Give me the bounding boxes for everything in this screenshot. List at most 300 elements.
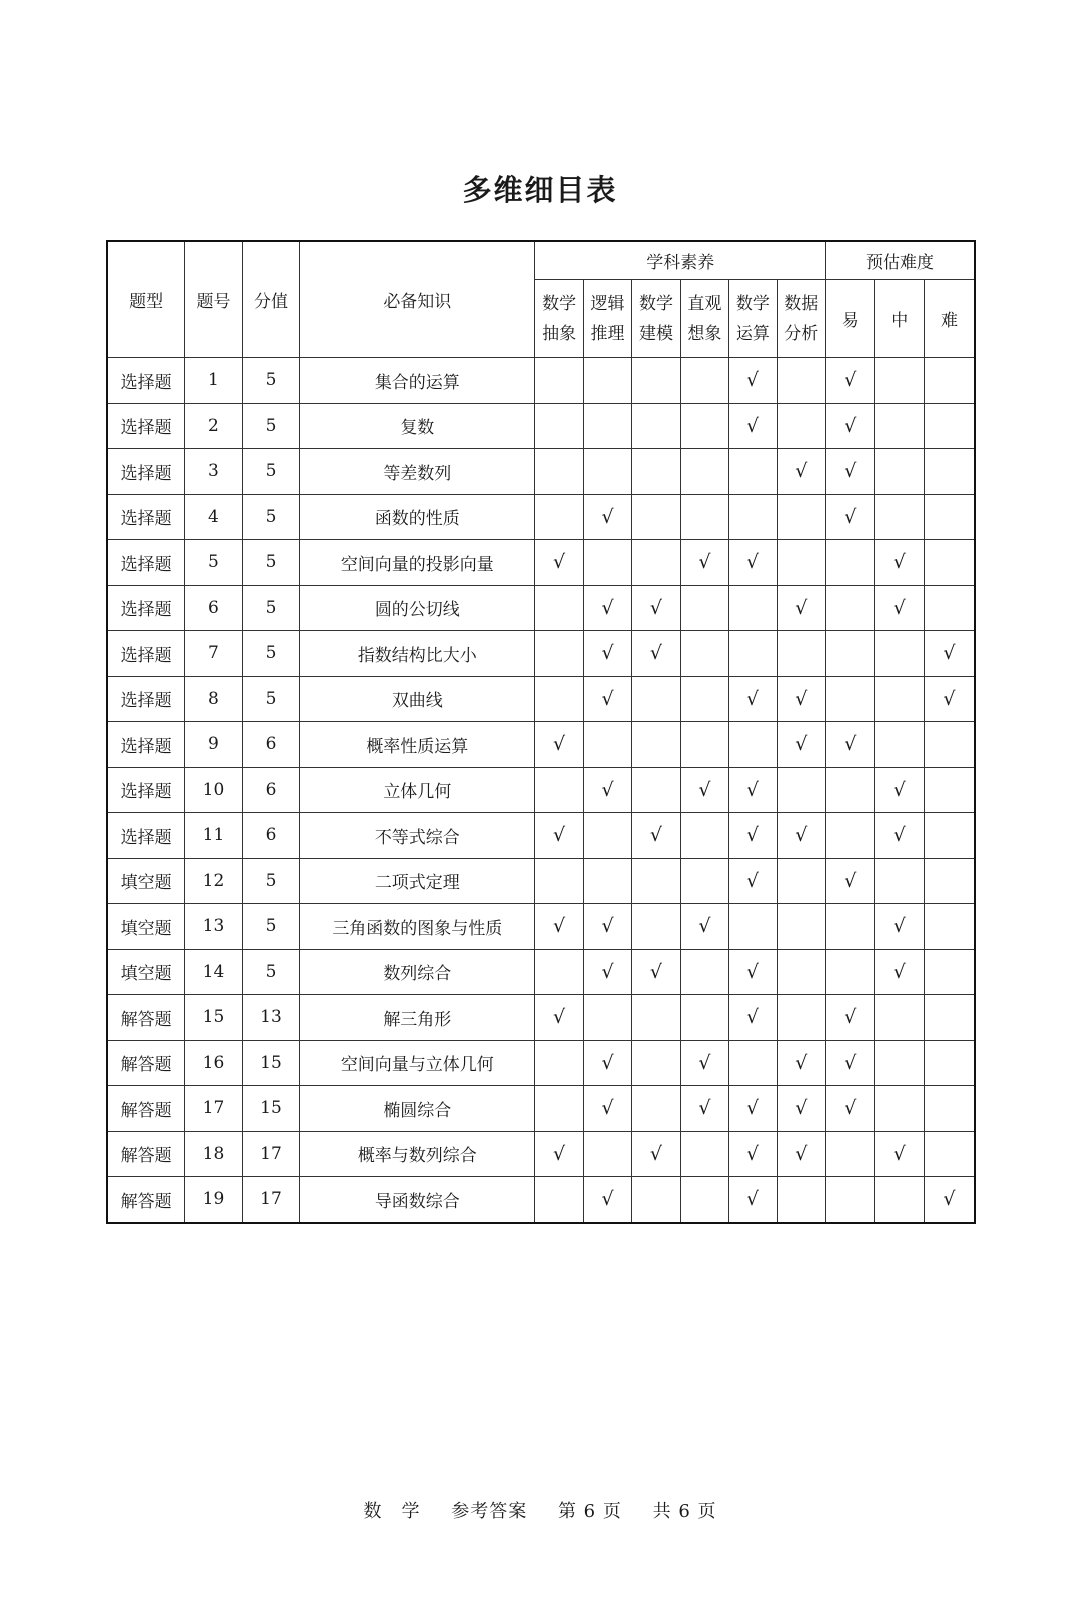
cell-literacy-1 (535, 1177, 583, 1223)
check-mark: √ (795, 1097, 808, 1120)
cell-literacy-5 (729, 676, 777, 722)
cell-question-number: 11 (185, 813, 243, 859)
cell-difficulty-2 (875, 494, 924, 540)
cell-question-number: 5 (185, 540, 243, 586)
cell-literacy-2 (583, 540, 631, 586)
cell-difficulty-1 (826, 813, 875, 859)
cell-difficulty-3 (924, 722, 975, 768)
cell-question-number: 6 (185, 585, 243, 631)
cell-literacy-5 (729, 1177, 777, 1223)
cell-literacy-2 (583, 403, 631, 449)
cell-difficulty-3 (924, 631, 975, 677)
cell-question-type: 解答题 (107, 1131, 185, 1177)
cell-literacy-4 (680, 722, 728, 768)
cell-question-number: 3 (185, 449, 243, 495)
cell-difficulty-2 (875, 1177, 924, 1223)
header-literacy: 学科素养 (535, 241, 826, 280)
cell-score: 5 (242, 585, 300, 631)
cell-difficulty-2 (875, 722, 924, 768)
header-difficulty-2: 中 (875, 280, 924, 358)
cell-literacy-5 (729, 858, 777, 904)
cell-knowledge: 概率与数列综合 (300, 1131, 535, 1177)
check-mark: √ (844, 369, 857, 392)
cell-question-number: 16 (185, 1040, 243, 1086)
cell-literacy-1 (535, 1086, 583, 1132)
cell-literacy-5 (729, 494, 777, 540)
cell-difficulty-3 (924, 403, 975, 449)
cell-score: 5 (242, 858, 300, 904)
cell-knowledge: 椭圆综合 (300, 1086, 535, 1132)
cell-difficulty-1 (826, 358, 875, 404)
cell-literacy-4 (680, 358, 728, 404)
cell-literacy-2 (583, 585, 631, 631)
page-title: 多维细目表 (462, 173, 618, 207)
table-row (107, 1040, 975, 1086)
cell-difficulty-2 (875, 585, 924, 631)
cell-literacy-3 (632, 676, 680, 722)
cell-literacy-1 (535, 403, 583, 449)
header-row-top (107, 241, 975, 280)
cell-literacy-6 (777, 1086, 825, 1132)
cell-literacy-1 (535, 449, 583, 495)
header-literacy-line: 分析 (784, 323, 819, 344)
cell-difficulty-1 (826, 631, 875, 677)
cell-difficulty-2 (875, 1040, 924, 1086)
cell-literacy-3 (632, 1040, 680, 1086)
cell-literacy-4 (680, 403, 728, 449)
cell-literacy-2 (583, 767, 631, 813)
cell-knowledge: 双曲线 (300, 676, 535, 722)
check-mark: √ (601, 687, 614, 710)
cell-literacy-4 (680, 676, 728, 722)
header-difficulty: 预估难度 (826, 241, 975, 280)
cell-literacy-3 (632, 722, 680, 768)
header-knowledge: 必备知识 (300, 241, 535, 358)
cell-literacy-3 (632, 1086, 680, 1132)
cell-question-number: 15 (185, 995, 243, 1041)
cell-question-type: 选择题 (107, 358, 185, 404)
cell-literacy-3 (632, 949, 680, 995)
cell-literacy-3 (632, 540, 680, 586)
check-mark: √ (746, 551, 759, 574)
cell-literacy-2 (583, 722, 631, 768)
cell-question-number: 10 (185, 767, 243, 813)
check-mark: √ (746, 1006, 759, 1029)
cell-literacy-2 (583, 494, 631, 540)
header-literacy-line: 数学 (542, 293, 577, 314)
check-mark: √ (893, 778, 906, 801)
cell-score: 5 (242, 358, 300, 404)
cell-literacy-4 (680, 904, 728, 950)
cell-score: 5 (242, 540, 300, 586)
cell-literacy-4 (680, 449, 728, 495)
cell-question-number: 14 (185, 949, 243, 995)
header-literacy-5 (729, 280, 777, 358)
cell-knowledge: 指数结构比大小 (300, 631, 535, 677)
cell-question-type: 解答题 (107, 1040, 185, 1086)
check-mark: √ (844, 1006, 857, 1029)
cell-question-type: 选择题 (107, 540, 185, 586)
cell-literacy-4 (680, 585, 728, 631)
cell-knowledge: 函数的性质 (300, 494, 535, 540)
cell-difficulty-3 (924, 540, 975, 586)
cell-difficulty-2 (875, 449, 924, 495)
cell-score: 5 (242, 904, 300, 950)
cell-literacy-5 (729, 403, 777, 449)
footer-doc-label: 参考答案 (451, 1501, 528, 1522)
cell-question-type: 选择题 (107, 403, 185, 449)
cell-difficulty-1 (826, 767, 875, 813)
cell-difficulty-1 (826, 403, 875, 449)
cell-knowledge: 复数 (300, 403, 535, 449)
cell-literacy-4 (680, 858, 728, 904)
check-mark: √ (553, 824, 566, 847)
check-mark: √ (601, 960, 614, 983)
cell-difficulty-3 (924, 1177, 975, 1223)
cell-literacy-5 (729, 904, 777, 950)
header-literacy-2 (583, 280, 631, 358)
cell-difficulty-1 (826, 585, 875, 631)
cell-score: 5 (242, 494, 300, 540)
check-mark: √ (746, 369, 759, 392)
check-mark: √ (601, 1097, 614, 1120)
cell-difficulty-1 (826, 904, 875, 950)
cell-knowledge: 数列综合 (300, 949, 535, 995)
cell-literacy-3 (632, 358, 680, 404)
check-mark: √ (649, 960, 663, 983)
cell-literacy-3 (632, 449, 680, 495)
check-mark: √ (698, 915, 711, 938)
check-mark: √ (601, 778, 614, 801)
cell-literacy-6 (777, 631, 825, 677)
check-mark: √ (844, 460, 857, 483)
cell-literacy-6 (777, 767, 825, 813)
cell-literacy-2 (583, 358, 631, 404)
table-row (107, 358, 975, 404)
table-row (107, 995, 975, 1041)
header-score: 分值 (242, 241, 300, 358)
cell-literacy-6 (777, 1131, 825, 1177)
check-mark: √ (893, 551, 906, 574)
cell-question-type: 选择题 (107, 631, 185, 677)
check-mark: √ (649, 824, 663, 847)
cell-question-number: 17 (185, 1086, 243, 1132)
cell-literacy-6 (777, 494, 825, 540)
table-row (107, 813, 975, 859)
cell-literacy-6 (777, 449, 825, 495)
cell-question-type: 填空题 (107, 904, 185, 950)
cell-literacy-6 (777, 722, 825, 768)
cell-literacy-4 (680, 949, 728, 995)
check-mark: √ (649, 1142, 663, 1165)
cell-difficulty-2 (875, 1131, 924, 1177)
cell-literacy-5 (729, 767, 777, 813)
check-mark: √ (795, 1142, 808, 1165)
cell-literacy-2 (583, 1177, 631, 1223)
cell-question-type: 选择题 (107, 676, 185, 722)
cell-difficulty-1 (826, 995, 875, 1041)
check-mark: √ (795, 460, 808, 483)
cell-literacy-5 (729, 540, 777, 586)
cell-literacy-1 (535, 494, 583, 540)
check-mark: √ (746, 778, 759, 801)
cell-question-type: 解答题 (107, 1086, 185, 1132)
cell-question-type: 解答题 (107, 995, 185, 1041)
cell-knowledge: 解三角形 (300, 995, 535, 1041)
cell-difficulty-1 (826, 949, 875, 995)
cell-literacy-6 (777, 1040, 825, 1086)
cell-literacy-5 (729, 585, 777, 631)
cell-literacy-6 (777, 540, 825, 586)
check-mark: √ (698, 778, 711, 801)
cell-knowledge: 空间向量与立体几何 (300, 1040, 535, 1086)
specification-table (106, 240, 976, 1224)
check-mark: √ (844, 869, 857, 892)
cell-question-type: 选择题 (107, 585, 185, 631)
table-row (107, 1177, 975, 1223)
footer-subject: 数 学 (363, 1501, 421, 1522)
cell-literacy-2 (583, 813, 631, 859)
cell-question-number: 12 (185, 858, 243, 904)
cell-difficulty-3 (924, 676, 975, 722)
table-row (107, 1086, 975, 1132)
cell-score: 6 (242, 767, 300, 813)
check-mark: √ (746, 869, 759, 892)
cell-literacy-1 (535, 1131, 583, 1177)
check-mark: √ (893, 824, 906, 847)
check-mark: √ (844, 414, 857, 437)
cell-literacy-2 (583, 631, 631, 677)
check-mark: √ (601, 596, 614, 619)
cell-difficulty-2 (875, 358, 924, 404)
cell-difficulty-1 (826, 1086, 875, 1132)
cell-score: 5 (242, 676, 300, 722)
header-literacy-line: 想象 (687, 323, 722, 344)
cell-question-number: 7 (185, 631, 243, 677)
header-literacy-3 (632, 280, 680, 358)
cell-difficulty-3 (924, 995, 975, 1041)
cell-literacy-2 (583, 676, 631, 722)
cell-score: 6 (242, 722, 300, 768)
cell-question-type: 填空题 (107, 949, 185, 995)
table-row (107, 494, 975, 540)
cell-literacy-2 (583, 949, 631, 995)
header-literacy-4 (680, 280, 728, 358)
cell-question-type: 选择题 (107, 449, 185, 495)
check-mark: √ (893, 1142, 906, 1165)
check-mark: √ (943, 642, 956, 665)
cell-question-type: 填空题 (107, 858, 185, 904)
table-row (107, 904, 975, 950)
check-mark: √ (795, 824, 808, 847)
cell-difficulty-3 (924, 858, 975, 904)
cell-literacy-6 (777, 995, 825, 1041)
check-mark: √ (844, 733, 857, 756)
cell-difficulty-1 (826, 1131, 875, 1177)
cell-score: 5 (242, 631, 300, 677)
cell-difficulty-3 (924, 1086, 975, 1132)
check-mark: √ (553, 551, 566, 574)
header-literacy-line: 数学 (638, 293, 673, 314)
cell-difficulty-1 (826, 540, 875, 586)
cell-question-type: 选择题 (107, 767, 185, 813)
cell-difficulty-3 (924, 494, 975, 540)
cell-difficulty-2 (875, 767, 924, 813)
cell-difficulty-1 (826, 494, 875, 540)
check-mark: √ (698, 1051, 711, 1074)
check-mark: √ (601, 1188, 614, 1211)
cell-difficulty-2 (875, 676, 924, 722)
cell-question-type: 解答题 (107, 1177, 185, 1223)
cell-literacy-3 (632, 1177, 680, 1223)
cell-knowledge: 集合的运算 (300, 358, 535, 404)
table-row (107, 722, 975, 768)
table-row (107, 540, 975, 586)
cell-literacy-5 (729, 1040, 777, 1086)
cell-literacy-5 (729, 813, 777, 859)
check-mark: √ (649, 642, 663, 665)
cell-literacy-5 (729, 1086, 777, 1132)
cell-literacy-1 (535, 540, 583, 586)
cell-knowledge: 空间向量的投影向量 (300, 540, 535, 586)
cell-literacy-5 (729, 949, 777, 995)
cell-difficulty-3 (924, 1040, 975, 1086)
table-body (107, 358, 975, 1223)
footer-total-pages: 共 6 页 (652, 1501, 717, 1522)
cell-knowledge: 二项式定理 (300, 858, 535, 904)
header-literacy-line: 抽象 (542, 323, 577, 344)
cell-literacy-4 (680, 813, 728, 859)
check-mark: √ (795, 687, 808, 710)
check-mark: √ (649, 596, 663, 619)
cell-literacy-5 (729, 449, 777, 495)
cell-literacy-3 (632, 995, 680, 1041)
cell-question-number: 9 (185, 722, 243, 768)
cell-literacy-3 (632, 631, 680, 677)
cell-literacy-6 (777, 676, 825, 722)
cell-literacy-3 (632, 904, 680, 950)
cell-question-number: 19 (185, 1177, 243, 1223)
check-mark: √ (746, 687, 759, 710)
check-mark: √ (795, 733, 808, 756)
cell-literacy-4 (680, 494, 728, 540)
cell-knowledge: 不等式综合 (300, 813, 535, 859)
header-literacy-line: 逻辑 (590, 293, 625, 314)
cell-literacy-3 (632, 1131, 680, 1177)
cell-literacy-1 (535, 722, 583, 768)
check-mark: √ (844, 505, 857, 528)
cell-difficulty-2 (875, 403, 924, 449)
cell-score: 17 (242, 1177, 300, 1223)
cell-difficulty-3 (924, 585, 975, 631)
cell-literacy-2 (583, 904, 631, 950)
cell-score: 13 (242, 995, 300, 1041)
cell-question-number: 8 (185, 676, 243, 722)
cell-difficulty-3 (924, 767, 975, 813)
header-difficulty-3: 难 (924, 280, 975, 358)
cell-literacy-1 (535, 858, 583, 904)
cell-literacy-6 (777, 949, 825, 995)
cell-literacy-4 (680, 1040, 728, 1086)
cell-literacy-2 (583, 858, 631, 904)
cell-literacy-6 (777, 904, 825, 950)
cell-knowledge: 立体几何 (300, 767, 535, 813)
cell-score: 15 (242, 1040, 300, 1086)
cell-score: 15 (242, 1086, 300, 1132)
cell-score: 5 (242, 449, 300, 495)
header-literacy-1 (535, 280, 583, 358)
header-literacy-6 (777, 280, 825, 358)
cell-literacy-2 (583, 1040, 631, 1086)
cell-question-number: 2 (185, 403, 243, 449)
cell-difficulty-3 (924, 449, 975, 495)
cell-literacy-2 (583, 449, 631, 495)
cell-difficulty-1 (826, 676, 875, 722)
cell-question-number: 18 (185, 1131, 243, 1177)
header-question-type: 题型 (107, 241, 185, 358)
table-row (107, 767, 975, 813)
cell-score: 6 (242, 813, 300, 859)
table-row (107, 631, 975, 677)
cell-literacy-3 (632, 585, 680, 631)
header-literacy-line: 数学 (735, 293, 770, 314)
cell-literacy-5 (729, 995, 777, 1041)
check-mark: √ (844, 1097, 857, 1120)
check-mark: √ (553, 1142, 566, 1165)
cell-literacy-6 (777, 858, 825, 904)
cell-difficulty-3 (924, 358, 975, 404)
cell-literacy-1 (535, 358, 583, 404)
cell-knowledge: 导函数综合 (300, 1177, 535, 1223)
cell-literacy-2 (583, 1086, 631, 1132)
check-mark: √ (746, 1188, 759, 1211)
cell-literacy-4 (680, 1177, 728, 1223)
header-literacy-line: 数据 (784, 293, 819, 314)
table-row (107, 585, 975, 631)
cell-question-type: 选择题 (107, 813, 185, 859)
cell-literacy-1 (535, 1040, 583, 1086)
cell-literacy-4 (680, 631, 728, 677)
cell-difficulty-1 (826, 1040, 875, 1086)
check-mark: √ (601, 915, 614, 938)
cell-literacy-1 (535, 676, 583, 722)
check-mark: √ (746, 960, 759, 983)
cell-literacy-3 (632, 813, 680, 859)
cell-question-type: 选择题 (107, 722, 185, 768)
cell-literacy-1 (535, 813, 583, 859)
cell-difficulty-3 (924, 813, 975, 859)
check-mark: √ (893, 960, 906, 983)
table-row (107, 949, 975, 995)
check-mark: √ (698, 1097, 711, 1120)
header-literacy-line: 直观 (687, 293, 722, 314)
cell-literacy-4 (680, 540, 728, 586)
check-mark: √ (601, 642, 614, 665)
check-mark: √ (553, 733, 566, 756)
check-mark: √ (943, 687, 956, 710)
check-mark: √ (893, 915, 906, 938)
cell-difficulty-2 (875, 1086, 924, 1132)
cell-difficulty-2 (875, 858, 924, 904)
check-mark: √ (746, 414, 759, 437)
cell-difficulty-2 (875, 540, 924, 586)
cell-literacy-1 (535, 767, 583, 813)
cell-literacy-3 (632, 494, 680, 540)
cell-difficulty-1 (826, 858, 875, 904)
cell-question-number: 4 (185, 494, 243, 540)
cell-literacy-5 (729, 358, 777, 404)
cell-literacy-1 (535, 631, 583, 677)
